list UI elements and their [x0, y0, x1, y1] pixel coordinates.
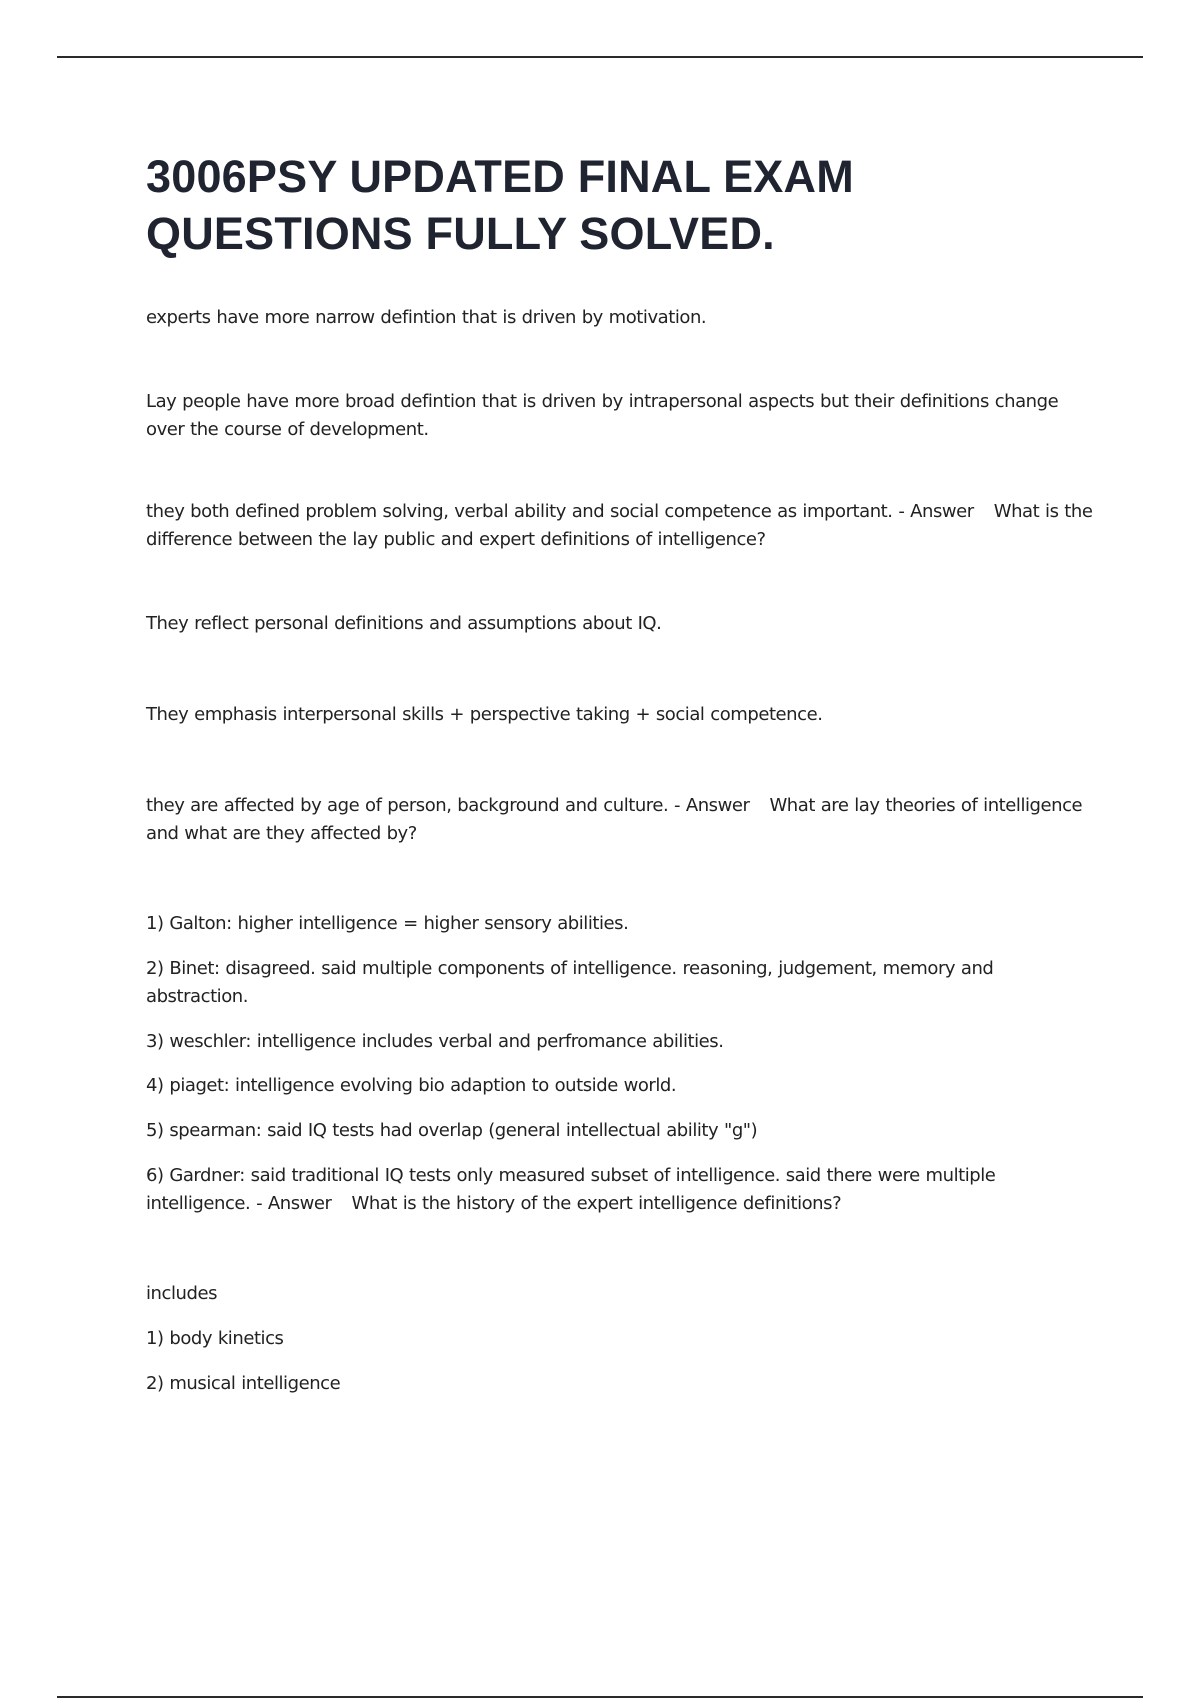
answer-text: They reflect personal definitions and assumptions about IQ.: [146, 613, 662, 634]
answer-text: 5) spearman: said IQ tests had overlap (general intellectual ability "g"): [146, 1120, 758, 1141]
document-title: [146, 148, 1096, 262]
bottom-rule: [57, 1696, 1143, 1698]
title-line-1: 3006PSY UPDATED FINAL EXAM: [146, 151, 854, 202]
list-item: [146, 1325, 1096, 1353]
paragraph: [146, 304, 1096, 332]
answer-text: 1) body kinetics: [146, 1328, 284, 1349]
list-item: [146, 1370, 1096, 1398]
list-item: [146, 1280, 1096, 1308]
document-body: [146, 148, 1096, 1398]
list-item: [146, 1117, 1096, 1145]
question-text: What are lay theories of intelligence and what are they affected by?: [146, 795, 1083, 844]
list-item: [146, 1028, 1096, 1056]
list-item: [146, 1072, 1096, 1100]
answer-text: 1) Galton: higher intelligence = higher sensory abilities.: [146, 913, 629, 934]
title-line-2: QUESTIONS FULLY SOLVED.: [146, 208, 775, 259]
question-text: What is the history of the expert intelligence definitions?: [351, 1193, 842, 1214]
answer-text: 6) Gardner: said traditional IQ tests only measured subset of intelligence. said there were multiple intelligence. - Answer: [146, 1165, 996, 1214]
answer-text: they are affected by age of person, background and culture. - Answer: [146, 795, 750, 816]
answer-text: They emphasis interpersonal skills + perspective taking + social competence.: [146, 704, 823, 725]
answer-text: 2) Binet: disagreed. said multiple components of intelligence. reasoning, judgement, memory and abstraction.: [146, 958, 994, 1007]
top-rule: [57, 56, 1143, 58]
answer-text: Lay people have more broad defintion that is driven by intrapersonal aspects but their definitions change over the course of development.: [146, 391, 1059, 440]
list-item: [146, 910, 1096, 938]
answer-text: 4) piaget: intelligence evolving bio adaption to outside world.: [146, 1075, 677, 1096]
list-item: [146, 955, 1096, 1011]
answer-text: 3) weschler: intelligence includes verbal and perfromance abilities.: [146, 1031, 724, 1052]
paragraph: [146, 388, 1096, 444]
paragraph: [146, 701, 1096, 729]
answer-text: experts have more narrow defintion that is driven by motivation.: [146, 307, 707, 328]
answer-text: includes: [146, 1283, 217, 1304]
qa-paragraph: [146, 792, 1096, 848]
paragraph: [146, 610, 1096, 638]
answer-text: they both defined problem solving, verbal ability and social competence as important. - Answer: [146, 501, 974, 522]
answer-text: 2) musical intelligence: [146, 1373, 341, 1394]
qa-paragraph: [146, 498, 1096, 554]
qa-paragraph: [146, 1162, 1096, 1218]
question-text: What is the difference between the lay public and expert definitions of intelligence?: [146, 501, 1093, 550]
